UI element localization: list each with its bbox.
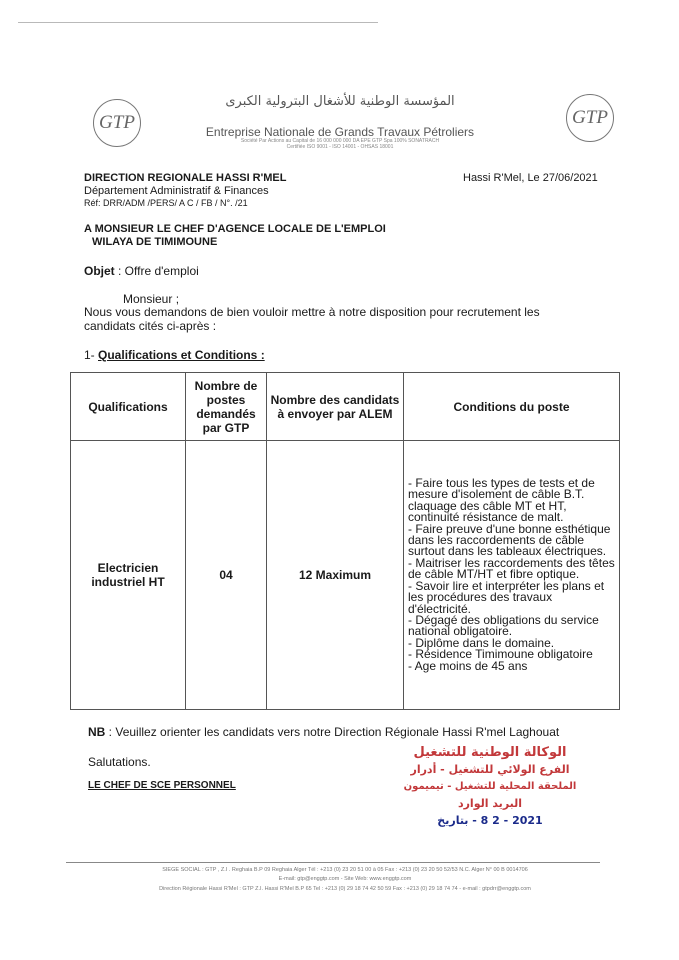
- legal-line-2: Certifiée ISO 9001 - ISO 14001 - OHSAS 18001: [286, 144, 394, 150]
- footer-line-3: Direction Régionale Hassi R'Mel : GTP Z.I. Hassi R'Mel B.P 65 Tel : +213 (0) 29 18 74 42 50 59 Fax : +213 (0) 29 18 74 74 - e-mail : gtpdrr@enggtp.com: [159, 886, 531, 892]
- nb-label: NB: [88, 725, 106, 739]
- sender-reference: Réf: DRR/ADM /PERS/ A C / FB / N°. /21: [84, 198, 248, 208]
- col-conditions: Conditions du poste: [404, 373, 620, 441]
- condition-item: - Diplôme dans le domaine.: [408, 635, 555, 650]
- footer-line-2: E-mail: gtp@enggtp.com - Site Web: www.enggtp.com: [278, 876, 412, 882]
- sender-direction: DIRECTION REGIONALE HASSI R'MEL: [84, 172, 287, 184]
- place-date: Hassi R'Mel, Le 27/06/2021: [463, 172, 598, 184]
- legal-line-1: Société Par Actions au Capital de 16 000 000 000 DA EPE GTP Spa 100% SONATRACH: [240, 138, 440, 144]
- nb-text: : Veuillez orienter les candidats vers notre Direction Régionale Hassi R'mel Laghouat: [105, 725, 560, 739]
- recipient-line-1: A MONSIEUR LE CHEF D'AGENCE LOCALE DE L'EMPLOI: [84, 223, 386, 235]
- col-qualifications: Qualifications: [71, 373, 186, 441]
- gtp-logo-right: [566, 94, 614, 142]
- stamp-line-3: الملحقة المحلية للتشغيل - تيميمون: [403, 781, 577, 792]
- signatory: LE CHEF DE SCE PERSONNEL: [88, 780, 236, 791]
- col-candidats: Nombre des candidats à envoyer par ALEM: [267, 373, 404, 441]
- body-line-1: Nous vous demandons de bien vouloir mettre à notre disposition pour recrutement les: [84, 305, 540, 319]
- table-header-row: [71, 373, 620, 441]
- condition-item: - Faire tous les types de tests et de mesure d'isolement de câble B.T. claquage des câble MT et HT, continuité résistance de malt.: [408, 476, 595, 525]
- greeting: Monsieur ;: [123, 292, 180, 306]
- condition-item: - Age moins de 45 ans: [408, 658, 528, 673]
- cell-qualification: Electricien industriel HT: [71, 441, 186, 710]
- nb-note: [88, 725, 559, 739]
- table-row: [71, 441, 620, 710]
- condition-item: - Faire preuve d'une bonne esthétique dans les raccordements de câble surtout dans les tableaux électriques.: [408, 521, 611, 559]
- condition-item: - Résidence Timimoune obligatoire: [408, 647, 593, 662]
- objet: Objet : Offre d'emploi: [84, 264, 199, 278]
- objet-text: : Offre d'emploi: [114, 264, 199, 278]
- stamp-line-2: الفرع الولائي للتشغيل - أدرار: [410, 763, 570, 776]
- logo-text: GTP: [99, 112, 135, 133]
- stamp-line-4: البريد الوارد: [457, 797, 523, 810]
- section-title: Qualifications et Conditions :: [98, 348, 265, 362]
- section-number: 1-: [84, 348, 99, 362]
- cell-candidats: 12 Maximum: [267, 441, 404, 710]
- qualifications-table: [70, 372, 620, 710]
- stamp-line-1: الوكالة الوطنية للتشغيل: [413, 745, 567, 760]
- footer-line-1: SIEGE SOCIAL : GTP , Z.I . Reghaia B.P 09 Reghaia Alger Tél : +213 (0) 23 20 51 00 à 05 Fax : +213 (0) 23 20 50 52/53 N.C. Alger N° 00 B 0014706: [162, 867, 528, 873]
- sender-department: Département Administratif & Finances: [84, 185, 269, 197]
- gtp-logo-left: [93, 99, 141, 147]
- reception-stamp: [390, 744, 590, 829]
- body-line-2: candidats cités ci-après :: [84, 319, 217, 333]
- condition-item: - Maitriser les raccordements des têtes de câble MT/HT et fibre optique.: [408, 555, 615, 582]
- salutations: Salutations.: [88, 755, 151, 769]
- arabic-company-name: المؤسسة الوطنية للأشغال البترولية الكبرى: [225, 94, 455, 109]
- footer-rule: [66, 862, 600, 863]
- cell-postes: 04: [186, 441, 267, 710]
- recipient-line-2: WILAYA DE TIMIMOUNE: [92, 236, 218, 248]
- cell-conditions: [404, 441, 620, 710]
- company-legal-info: [190, 138, 490, 150]
- stamp-date: 2021 - 2 8 - بتاريخ: [437, 814, 543, 827]
- col-postes: Nombre de postes demandés par GTP: [186, 373, 267, 441]
- section-heading: [84, 348, 265, 362]
- logo-text: GTP: [572, 107, 608, 128]
- condition-item: - Savoir lire et interpréter les plans et les procédures des travaux d'électricité.: [408, 578, 605, 616]
- condition-item: - Dégagé des obligations du service national obligatoire.: [408, 612, 599, 639]
- company-name: Entreprise Nationale de Grands Travaux Pétroliers: [205, 125, 475, 139]
- top-rule: [18, 22, 378, 23]
